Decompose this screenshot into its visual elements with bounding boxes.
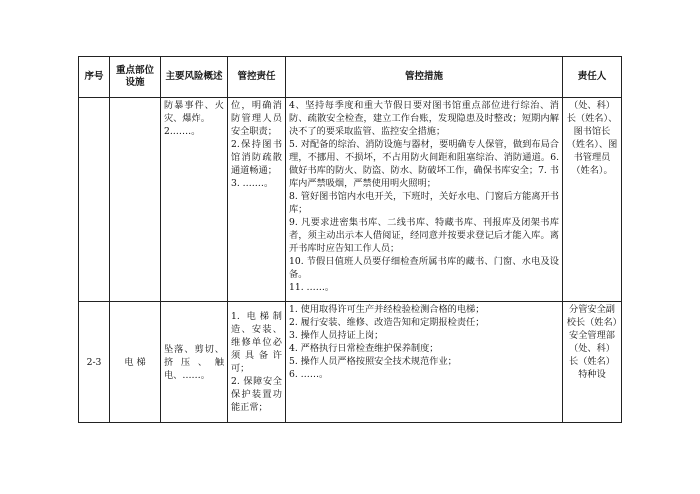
header-responsible: 责任人 [563,57,622,98]
cell-location [110,98,161,302]
header-duty: 管控责任 [228,57,286,98]
table-row [79,302,622,423]
measure-item: 6. ……。 [289,369,329,380]
duty-line: 3. .……。 [231,178,274,189]
measure-item: 1. 使用取得许可生产并经检验检测合格的电梯； [289,304,485,315]
measure-item: 5. 对配备的综治、消防设施与器材，要明确专人保管，做到布局合理，不挪用、不损坏，不占用防火间距和阻塞综治、消防通道。6. 做好书库的防火、防盗、防水、防破坏工作，确保书库安全；7. 书库内严禁吸烟，严禁使用明火照明； [289,139,559,189]
measure-item: 4、坚持每季度和重大节假日要对图书馆重点部位进行综治、消防、疏散安全检查，建立工作台账，发现隐患及时整改；短期内解决不了的要采取监管、监控安全措施； [289,100,559,137]
measure-item: 4. 严格执行日常检查维护保养制度； [289,343,439,354]
measure-item: 5. 操作人员严格按照安全技术规范作业； [289,356,457,367]
header-measures: 管控措施 [286,57,563,98]
risk-line: 防暴事件、火灾、爆炸。 [164,100,224,124]
cell-no [79,98,110,302]
cell-duty [228,302,286,423]
duty-line: 1. 电梯制造、安装、维修单位必须具备许可； [231,311,282,374]
cell-measures [286,98,563,302]
measure-item: 10. 节假日值班人员要仔细检查所属书库的藏书、门窗、水电及设备。 [289,256,559,280]
cell-responsible: （处、科）长（姓名）、图书馆长（姓名）、图书管理员（姓名）。 [563,98,622,302]
risk-line: 2.……。 [164,126,201,137]
header-location: 重点部位设施 [110,57,161,98]
duty-line: 位，明确消防管理人员安全职责； [231,100,282,137]
table-header-row [79,57,622,98]
header-no: 序号 [79,57,110,98]
measure-item: 11. ……。 [289,282,335,293]
measure-item: 8. 管好图书馆内水电开关，下班时，关好水电、门窗后方能离开书库； [289,191,559,215]
cell-responsible: 分管安全副校长（姓名）安全管理部（处、科）长（姓名）特种设 [563,302,622,423]
risk-control-table [78,56,622,423]
duty-line: 2. 保障安全保护装置功能正常； [231,376,282,413]
table-row [79,98,622,302]
measure-item: 9. 凡要求进密集书库、二线书库、特藏书库、刊报库及闭架书库者，须主动出示本人借阅证，经同意并按要求登记后才能入库。离开书库时应告知工作人员； [289,217,559,254]
cell-risk [161,98,228,302]
risk-line: 坠落、剪切、挤压、触电、……。 [164,343,224,381]
cell-duty [228,98,286,302]
header-risk: 主要风险概述 [161,57,228,98]
cell-measures [286,302,563,423]
cell-location: 电 梯 [110,302,161,423]
cell-no: 2-3 [79,302,110,423]
cell-risk [161,302,228,423]
measure-item: 3. 操作人员持证上岗； [289,330,384,341]
measure-item: 2. 履行安装、维修、改造告知和定期报检责任； [289,317,485,328]
duty-line: 2.保持图书馆消防疏散通道畅通； [231,139,282,176]
